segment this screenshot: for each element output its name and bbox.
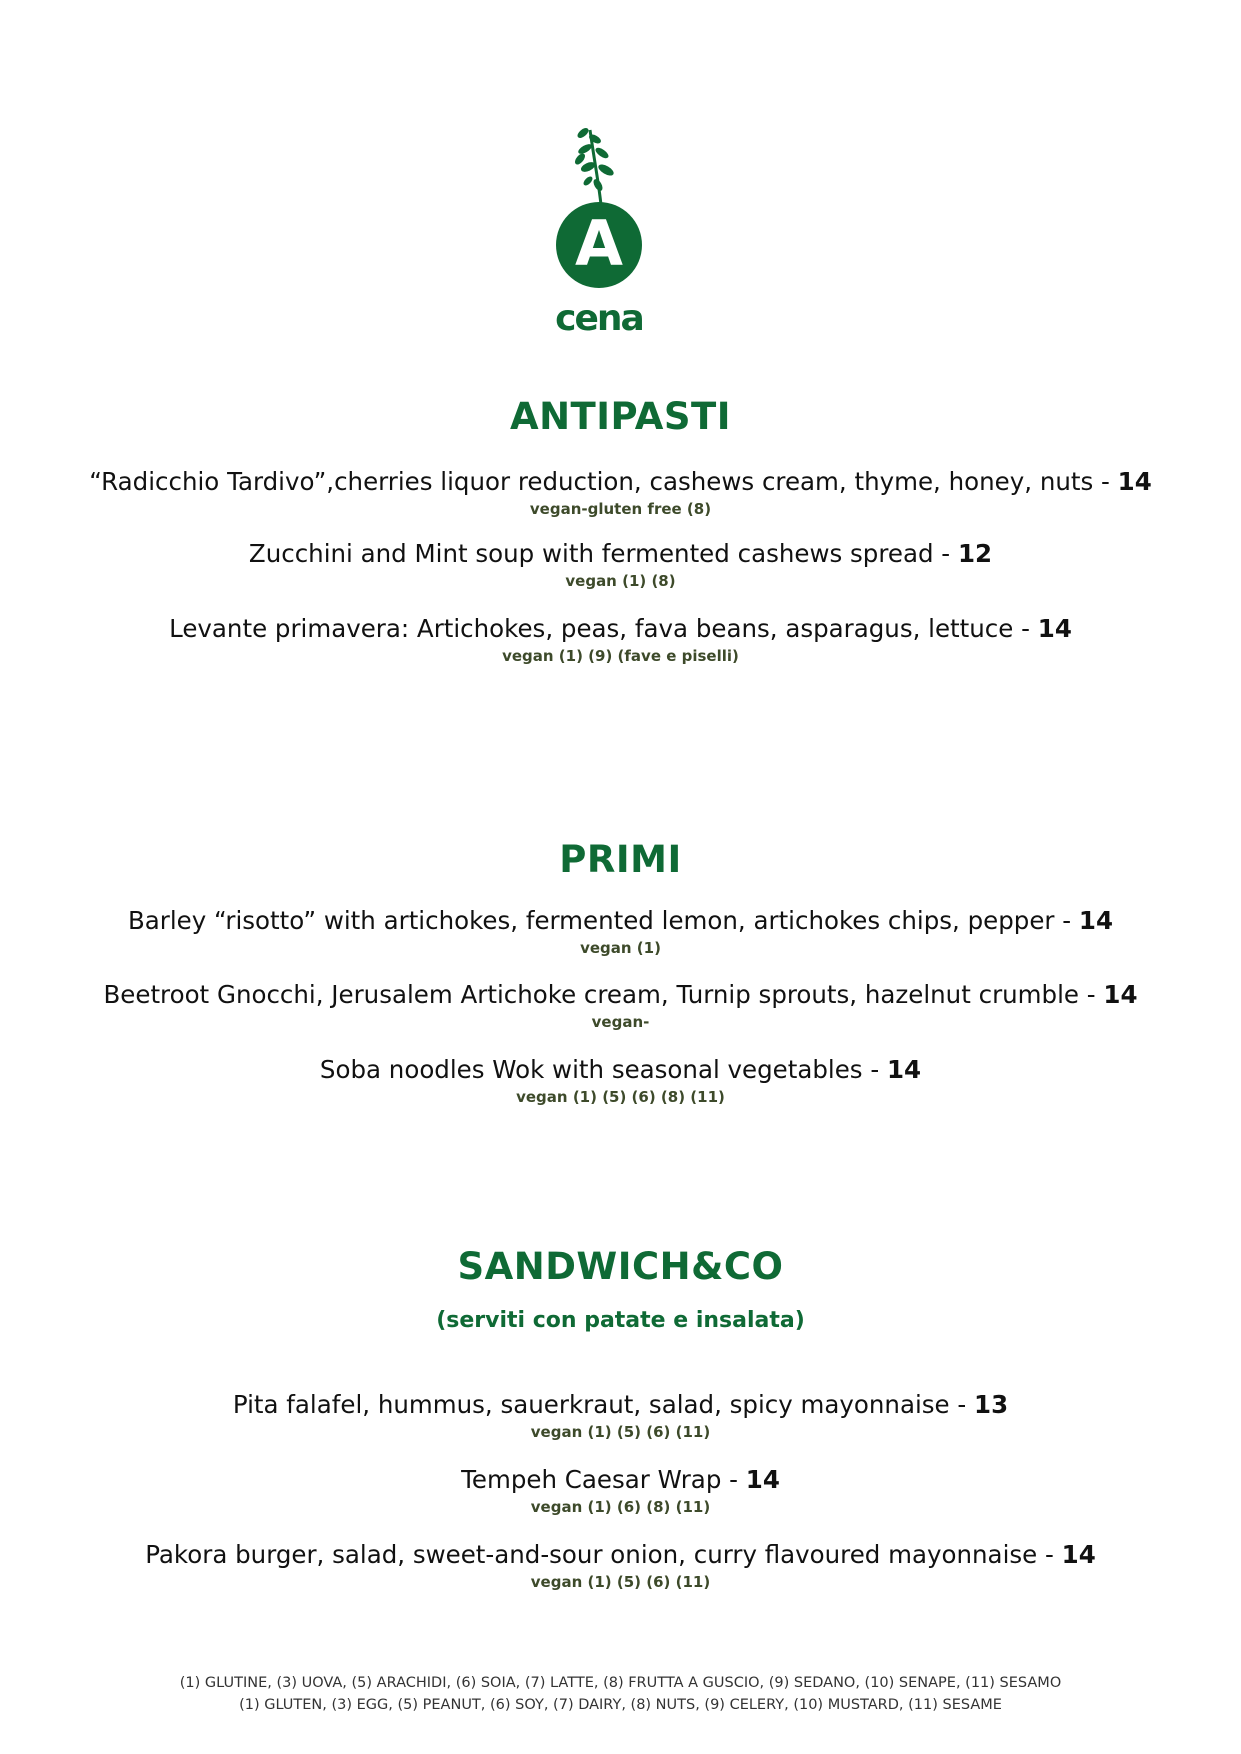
- dish-name: Pita falafel, hummus, sauerkraut, salad, spicy mayonnaise -: [232, 1390, 975, 1419]
- dish-price: 14: [1037, 614, 1072, 643]
- dish-name: Tempeh Caesar Wrap -: [461, 1465, 746, 1494]
- menu-item: [0, 1540, 1241, 1593]
- allergen-legend: [0, 1672, 1241, 1716]
- dietary-tags: vegan (1) (9) (fave e piselli): [502, 647, 739, 665]
- dish-line: [0, 1465, 1241, 1495]
- dish-price: 12: [957, 539, 993, 568]
- menu-item: [0, 1390, 1241, 1443]
- logo-letter: A: [575, 207, 623, 280]
- dish-line: [0, 1390, 1241, 1420]
- dietary-tags: vegan (1) (8): [565, 572, 676, 590]
- dietary-tags: vegan (1): [580, 939, 661, 957]
- dish-line: [0, 1055, 1241, 1085]
- dietary-tags: vegan (1) (5) (6) (11): [530, 1573, 711, 1591]
- dish-price: 14: [1117, 467, 1152, 496]
- dietary-tags: vegan (1) (5) (6) (8) (11): [516, 1088, 725, 1106]
- section-title-antipasti: ANTIPASTI: [509, 395, 732, 438]
- dish-name: Pakora burger, salad, sweet-and-sour onion, curry flavoured mayonnaise -: [145, 1540, 1062, 1569]
- menu-item: [0, 1055, 1241, 1108]
- logo-wordmark: cena: [555, 298, 643, 339]
- dish-name: Soba noodles Wok with seasonal vegetables -: [319, 1055, 887, 1084]
- dish-price: 14: [1061, 1540, 1096, 1569]
- dish-name: “Radicchio Tardivo”,cherries liquor reduction, cashews cream, thyme, honey, nuts -: [89, 467, 1118, 496]
- restaurant-logo: [555, 125, 687, 340]
- dish-price: 14: [745, 1465, 780, 1494]
- allergen-legend-english: (1) GLUTEN, (3) EGG, (5) PEANUT, (6) SOY, (7) DAIRY, (8) NUTS, (9) CELERY, (10) MUSTARD, (11) SESAME: [239, 1697, 1002, 1713]
- dish-name: Beetroot Gnocchi, Jerusalem Artichoke cream, Turnip sprouts, hazelnut crumble -: [103, 980, 1104, 1009]
- herb-sprig-icon: [574, 127, 615, 205]
- menu-item: [0, 1465, 1241, 1518]
- dish-line: [0, 539, 1241, 569]
- menu-item: [0, 980, 1241, 1033]
- dietary-tags: vegan-: [591, 1013, 650, 1031]
- allergen-legend-italian: (1) GLUTINE, (3) UOVA, (5) ARACHIDI, (6) SOIA, (7) LATTE, (8) FRUTTA A GUSCIO, (9) SEDANO, (10) SENAPE, (11) SESAMO: [179, 1675, 1062, 1691]
- dish-line: [0, 1540, 1241, 1570]
- dish-price: 14: [1078, 906, 1114, 935]
- menu-item: [0, 614, 1241, 667]
- section-title-sandwich: SANDWICH&CO: [457, 1245, 784, 1288]
- section-title-primi: PRIMI: [559, 838, 682, 881]
- dietary-tags: vegan-gluten free (8): [529, 500, 712, 518]
- dish-price: 14: [1103, 980, 1138, 1009]
- section-subtitle-sandwich: (serviti con patate e insalata): [436, 1308, 805, 1333]
- dietary-tags: vegan (1) (5) (6) (11): [530, 1423, 711, 1441]
- dish-price: 13: [974, 1390, 1009, 1419]
- menu-item: [0, 906, 1241, 959]
- menu-item: [0, 467, 1241, 520]
- dish-line: [0, 614, 1241, 644]
- dietary-tags: vegan (1) (6) (8) (11): [530, 1498, 711, 1516]
- dish-name: Zucchini and Mint soup with fermented cashews spread -: [248, 539, 958, 568]
- dish-name: Barley “risotto” with artichokes, fermented lemon, artichokes chips, pepper -: [127, 906, 1079, 935]
- dish-line: [0, 906, 1241, 936]
- dish-line: [0, 980, 1241, 1010]
- dish-line: [0, 467, 1241, 497]
- dish-price: 14: [886, 1055, 922, 1084]
- menu-item: [0, 539, 1241, 592]
- dish-name: Levante primavera: Artichokes, peas, fava beans, asparagus, lettuce -: [169, 614, 1038, 643]
